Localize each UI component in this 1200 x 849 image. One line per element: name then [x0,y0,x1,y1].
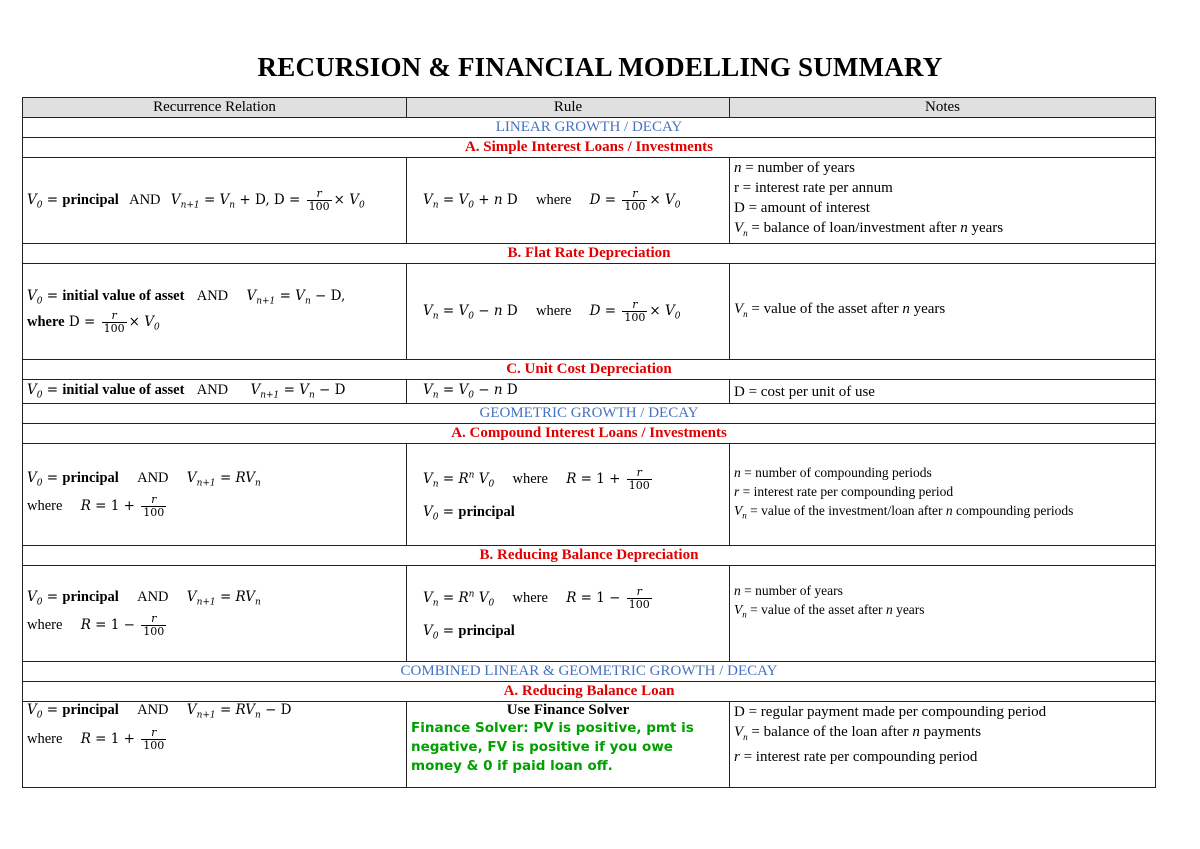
rule-flat-rate: $V_n = V_0 - n$ D where D = $\frac{r}{100}$ × $V_0$ [407,264,730,360]
rule-unit-cost: $V_n = V_0 - n$ D [407,380,730,404]
page-title: RECURSION & FINANCIAL MODELLING SUMMARY [257,52,943,82]
rule-reducing-balance-loan [407,702,730,788]
header-rule: Rule [407,98,730,118]
notes-reducing-balance-loan: D = regular payment made per compounding period $V_n$ = balance of the loan after n payments r = interest rate per compounding period [730,702,1156,788]
finance-solver-label: Use Finance Solver [506,702,630,718]
table-row [23,380,1156,404]
table-row [23,264,1156,360]
notes-simple-interest: n = number of years r = interest rate per annum D = amount of interest $V_n$ = balance of loan/investment after n years [730,158,1156,244]
rule-compound-interest: $V_n = R^n$ $V_0$ where R = 1 + $\frac{r}{100}$ $V_0$ = principal [407,444,730,546]
finance-solver-note: Finance Solver: PV is positive, pmt is negative, FV is positive if you owe money & 0 if paid loan off. [411,720,694,774]
subsection-simple-interest: A. Simple Interest Loans / Investments [23,138,1156,158]
rule-reducing-balance-dep: $V_n = R^n$ $V_0$ where R = 1 − $\frac{r}{100}$ $V_0$ = principal [407,566,730,662]
summary-table [22,97,1156,788]
recurrence-flat-rate: $V_0$ = initial value of asset AND $V_{n+1} = V_n - D$, where D = $\frac{r}{100}$ × $V_0$ [23,264,407,360]
header-row [23,98,1156,118]
section-combined: COMBINED LINEAR & GEOMETRIC GROWTH / DECAY [23,662,1156,682]
section-geometric: GEOMETRIC GROWTH / DECAY [23,404,1156,424]
recurrence-unit-cost: $V_0$ = initial value of asset AND $V_{n+1} = V_n - D$ [23,380,407,404]
subsection-flat-rate: B. Flat Rate Depreciation [23,244,1156,264]
recurrence-compound-interest: $V_0$ = principal AND $V_{n+1} = RV_n$ where R = 1 + $\frac{r}{100}$ [23,444,407,546]
recurrence-reducing-balance-dep: $V_0$ = principal AND $V_{n+1} = RV_n$ where R = 1 − $\frac{r}{100}$ [23,566,407,662]
header-notes: Notes [730,98,1156,118]
rule-simple-interest: $V_n = V_0 + n$ D where D = $\frac{r}{100}$ × $V_0$ [407,158,730,244]
notes-unit-cost: D = cost per unit of use [730,380,1156,404]
section-linear: LINEAR GROWTH / DECAY [23,118,1156,138]
notes-compound-interest: n = number of compounding periods r = interest rate per compounding period $V_n$ = value of the investment/loan after n compounding periods [730,444,1156,546]
recurrence-reducing-balance-loan: $V_0$ = principal AND $V_{n+1} = RV_n - D$ where R = 1 + $\frac{r}{100}$ [23,702,407,788]
table-row [23,566,1156,662]
notes-flat-rate: $V_n$ = value of the asset after n years [730,264,1156,360]
subsection-reducing-balance-dep: B. Reducing Balance Depreciation [23,546,1156,566]
notes-reducing-balance-dep: n = number of years $V_n$ = value of the asset after n years [730,566,1156,662]
subsection-compound-interest: A. Compound Interest Loans / Investments [23,424,1156,444]
subsection-reducing-balance-loan: A. Reducing Balance Loan [23,682,1156,702]
table-row [23,158,1156,244]
subsection-unit-cost: C. Unit Cost Depreciation [23,360,1156,380]
recurrence-simple-interest: $V_0$ = principal AND $V_{n+1} = V_n + D$, D = $\frac{r}{100}$ × $V_0$ [23,158,407,244]
table-row [23,444,1156,546]
header-recurrence: Recurrence Relation [23,98,407,118]
table-row [23,702,1156,788]
